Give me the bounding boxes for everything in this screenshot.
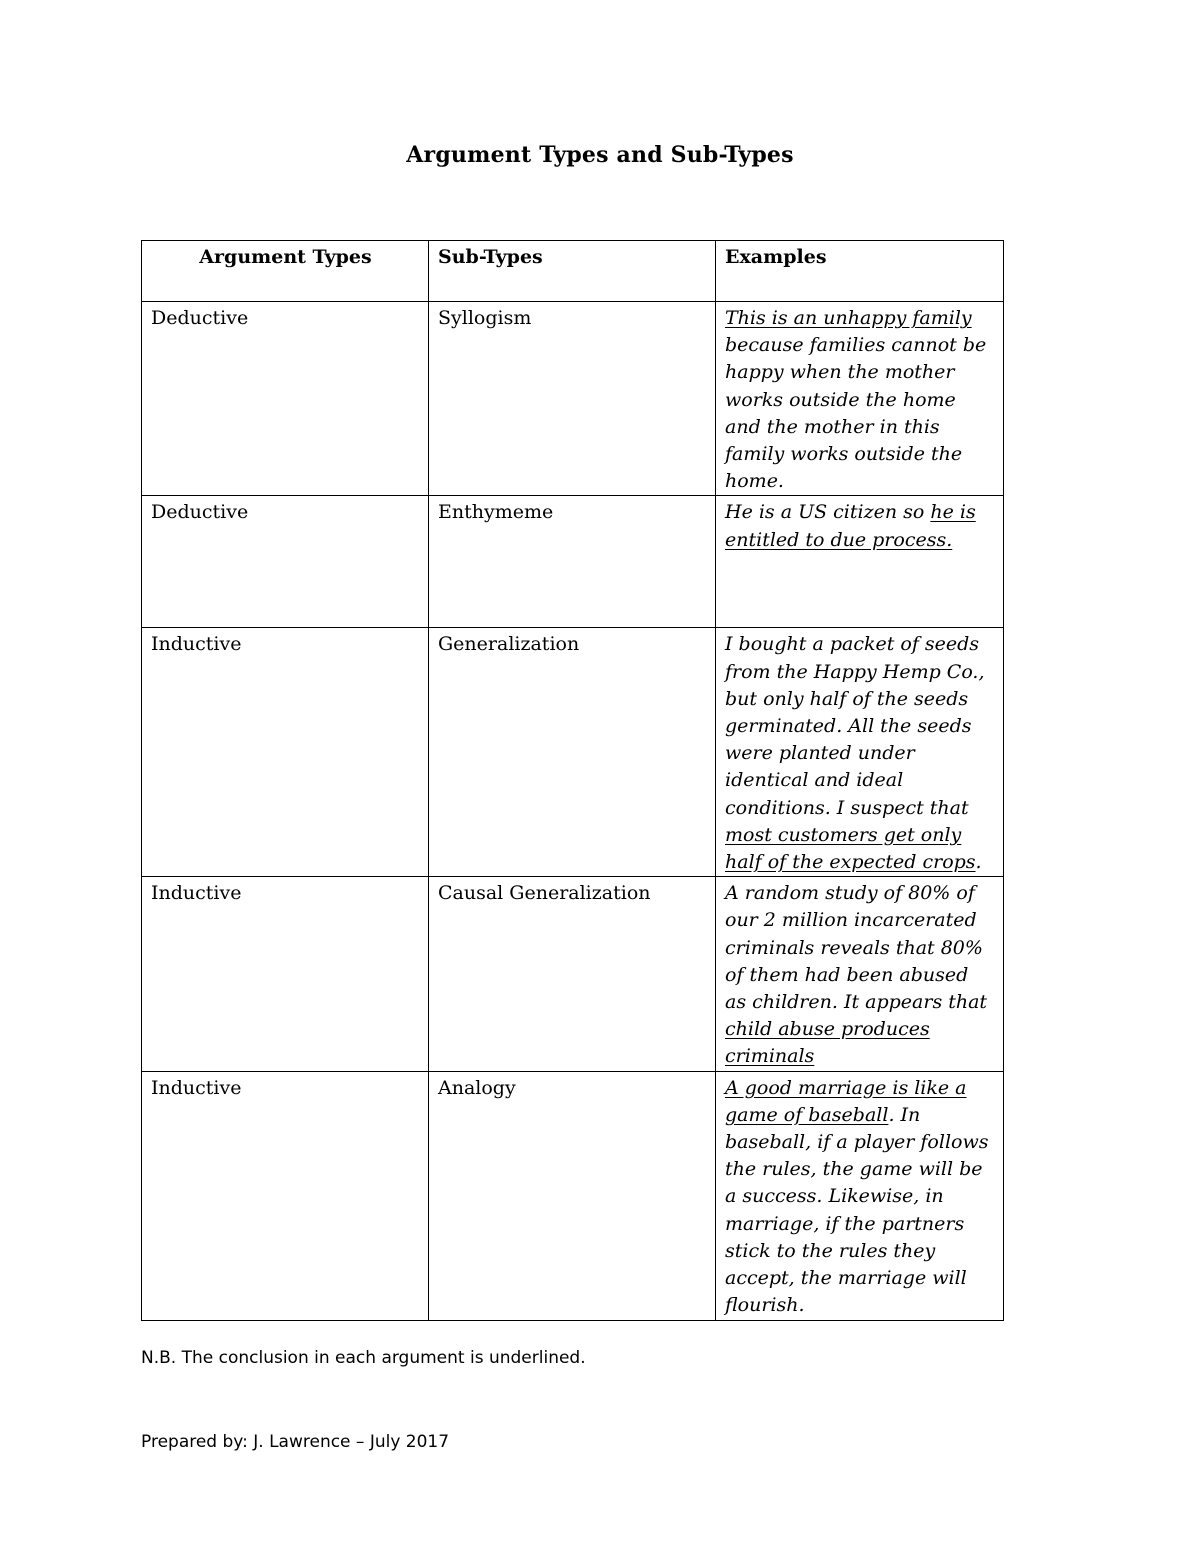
argument-type-cell: Inductive — [142, 1071, 429, 1320]
example-cell — [716, 877, 1004, 1071]
example-text: A random study of 80% of our 2 million incarcerated criminals reveals that 80% of them had been abused as children. It appears that — [725, 882, 988, 1014]
example-cell — [716, 628, 1004, 877]
example-cell — [716, 302, 1004, 496]
table-row — [142, 877, 1004, 1071]
sub-type-cell: Syllogism — [429, 302, 716, 496]
example-cell — [716, 496, 1004, 628]
example-text: I bought a packet of seeds from the Happy Hemp Co., but only half of the seeds germinated. All the seeds were planted under identical and ideal conditions. I suspect that — [725, 633, 985, 819]
example-conclusion: This is an unhappy family — [725, 307, 972, 329]
header-argument-types: Argument Types — [142, 241, 429, 302]
argument-types-table — [141, 240, 1004, 1321]
argument-type-cell: Inductive — [142, 877, 429, 1071]
example-text: . In baseball, if a player follows the rules, the game will be a success. Likewise, in marriage, if the partners stick to the rules they accept, the marriage will flourish. — [725, 1103, 989, 1317]
example-conclusion: he is entitled to due process. — [725, 501, 976, 551]
sub-type-cell: Analogy — [429, 1071, 716, 1320]
table-row — [142, 302, 1004, 496]
argument-type-cell: Inductive — [142, 628, 429, 877]
prepared-by-footer: Prepared by: J. Lawrence – July 2017 — [141, 1432, 450, 1452]
sub-type-cell: Enthymeme — [429, 496, 716, 628]
argument-type-cell: Deductive — [142, 496, 429, 628]
sub-type-cell: Generalization — [429, 628, 716, 877]
header-examples: Examples — [716, 241, 1004, 302]
example-text: He is a US citizen so — [725, 501, 931, 524]
document-title: Argument Types and Sub-Types — [406, 142, 794, 168]
example-text: because families cannot be happy when the mother works outside the home and the mother in this family works outside the home. — [725, 334, 987, 493]
example-cell — [716, 1071, 1004, 1320]
table-row — [142, 1071, 1004, 1320]
table-row — [142, 628, 1004, 877]
example-text: . — [975, 851, 982, 874]
example-conclusion: A good marriage is like a game of baseball — [725, 1076, 967, 1126]
header-sub-types: Sub-Types — [429, 241, 716, 302]
argument-type-cell: Deductive — [142, 302, 429, 496]
example-conclusion: child abuse produces criminals — [725, 1018, 930, 1068]
example-conclusion: most customers get only half of the expected crops — [725, 823, 976, 874]
table-row — [142, 496, 1004, 628]
footnote: N.B. The conclusion in each argument is underlined. — [141, 1348, 586, 1368]
sub-type-cell: Causal Generalization — [429, 877, 716, 1071]
table-header-row — [142, 241, 1004, 302]
